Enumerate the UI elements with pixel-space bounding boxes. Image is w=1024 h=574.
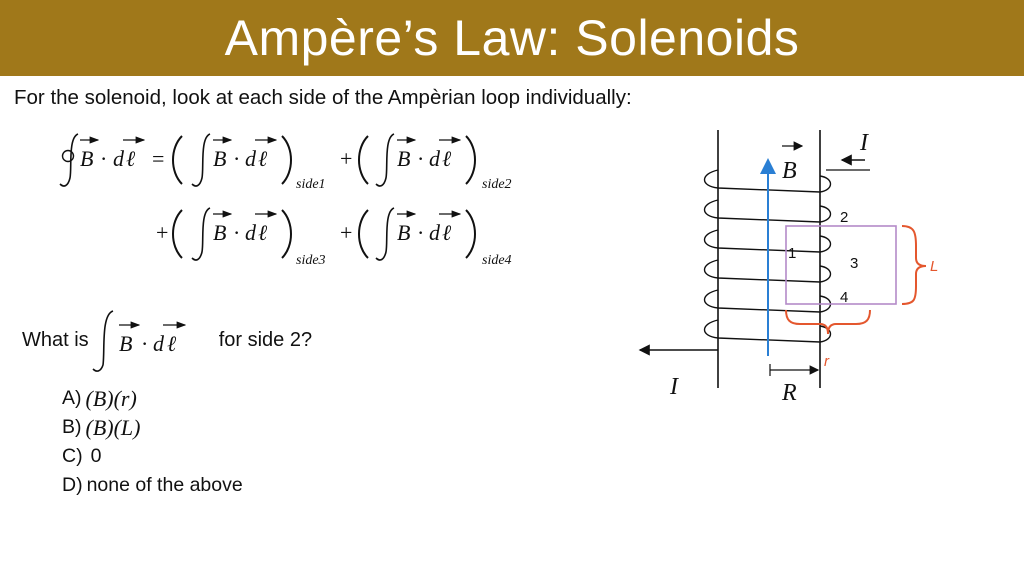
svg-text:d: d [429,146,440,171]
svg-text:B: B [213,146,227,171]
svg-text:·: · [233,146,241,171]
svg-text:B: B [397,220,411,245]
choice-letter: A) [62,387,82,409]
length-bracket [902,226,926,304]
eq-B: B [80,146,94,171]
side-label-4: 4 [840,289,849,306]
length-label: L [930,258,939,275]
eq-ell: ℓ [126,146,136,171]
field-label: B [782,158,797,184]
svg-text:ℓ: ℓ [166,331,176,356]
title-banner [0,0,1024,76]
svg-text:ℓ: ℓ [442,146,452,171]
solenoid-diagram [630,118,950,413]
current-label-top: I [860,130,868,156]
radius-label: R [782,380,797,406]
svg-text:d: d [245,146,256,171]
intro-text: For the solenoid, look at each side of the Ampèrian loop individually: [14,86,632,109]
svg-text:B: B [213,220,227,245]
offset-label: r [824,353,829,370]
svg-text:B: B [118,331,133,356]
eq-dot: · [100,146,108,171]
sub-side2: side2 [482,177,512,192]
choice-math: (B)(r) [85,385,137,411]
choice-letter: D) [62,474,83,496]
svg-text:·: · [140,331,149,356]
choice-letter: C) [62,445,83,467]
choice-letter: B) [62,416,82,438]
sub-side1: side1 [296,177,326,192]
choice-text: none of the above [86,474,243,496]
term-side3 [173,208,326,268]
svg-text:ℓ: ℓ [258,146,268,171]
current-label-bottom: I [670,374,678,400]
closed-loop-integral [60,134,78,186]
svg-text:·: · [417,146,425,171]
svg-text:d: d [245,220,256,245]
question-suffix: for side 2? [218,328,313,351]
svg-text:d: d [429,220,440,245]
question-prefix: What is [22,328,89,351]
choice-d[interactable] [62,471,243,500]
side-label-3: 3 [850,255,859,272]
sub-side3: side3 [296,253,326,268]
choice-a[interactable] [62,384,243,413]
term-side1 [173,134,326,192]
svg-text:ℓ: ℓ [258,220,268,245]
slide-title: Ampère’s Law: Solenoids [224,10,800,66]
side-label-2: 2 [840,209,849,226]
svg-text:·: · [233,220,241,245]
term-side2 [359,134,512,192]
choice-b[interactable] [62,413,243,442]
side-label-1: 1 [788,245,797,262]
offset-bracket [786,310,870,334]
svg-text:ℓ: ℓ [442,220,452,245]
choice-c[interactable] [62,442,243,471]
eq-equals: = [152,146,165,171]
choice-math: (B)(L) [85,414,141,440]
eq-plus-3: + [340,220,353,245]
eq-plus-1: + [340,146,353,171]
choice-text: 0 [90,445,102,467]
eq-plus-2: + [156,220,169,245]
term-side4 [359,208,512,268]
svg-text:d: d [152,331,164,356]
question [22,305,312,375]
side2-integral [89,305,219,375]
answer-choices [62,384,243,500]
sub-side4: side4 [482,253,512,268]
eq-d: d [113,146,124,171]
svg-text:·: · [417,220,425,245]
svg-text:B: B [397,146,411,171]
